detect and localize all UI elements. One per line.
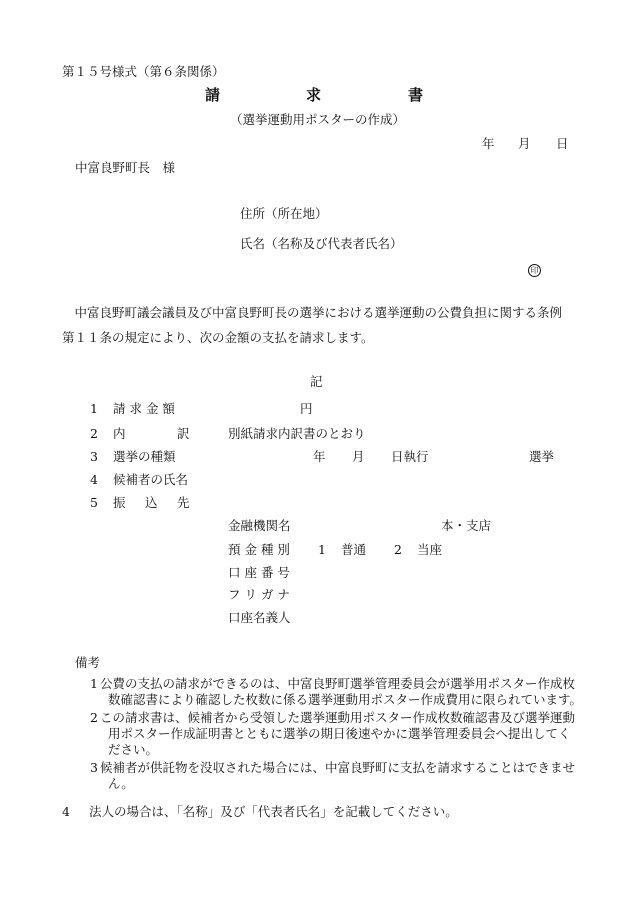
account-number-label: 口 座 番 号 <box>228 565 290 580</box>
title-char-3: 書 <box>408 86 424 104</box>
note-2-text: この請求書は、候補者から受領した選挙運動用ポスター作成枚数確認書及び選挙運動用ポスター作成証明書とともに選挙の期日後速やかに選挙管理委員会へ提出してください。 <box>100 710 576 757</box>
item-3-year: 年 <box>313 449 326 464</box>
seal-mark <box>528 261 541 277</box>
name-label: 氏名（名称及び代表者氏名） <box>240 236 403 251</box>
bank-branch-label: 本・支店 <box>441 518 492 533</box>
notes-list <box>62 676 582 794</box>
item-2-label-a: 内 <box>113 426 126 441</box>
item-1-unit: 円 <box>300 401 313 416</box>
note-2-number: 2 <box>90 710 98 725</box>
item-4-label: 候補者の氏名 <box>113 472 189 487</box>
note-1-number: 1 <box>90 676 98 691</box>
date-year-label: 年 <box>482 136 495 151</box>
item-2-label-b: 訳 <box>177 426 190 441</box>
ki-heading: 記 <box>310 374 323 389</box>
seal-icon: 印 <box>528 264 541 277</box>
item-3-month: 月 <box>352 449 365 464</box>
date-day-label: 日 <box>556 136 569 151</box>
title-char-2: 求 <box>306 86 322 104</box>
note-1 <box>62 676 582 708</box>
item-5-label-a: 振 <box>113 495 126 510</box>
notes-heading: 備考 <box>75 655 101 670</box>
item-5-label-c: 先 <box>177 495 190 510</box>
addressee: 中富良野町長 様 <box>75 160 176 175</box>
deposit-option-1-number: 1 <box>318 542 326 557</box>
body-paragraph: 中富良野町議会議員及び中富良野町長の選挙における選挙運動の公費負担に関する条例第１１条の規定により、次の金額の支払を請求します。 <box>62 305 563 345</box>
item-5-label-b: 込 <box>145 495 158 510</box>
note-3-number: 3 <box>90 760 98 775</box>
note-3-text: 候補者が供託物を没収された場合には、中富良野町に支払を請求することはできません。 <box>100 760 576 791</box>
account-holder-label: 口座名義人 <box>228 610 291 625</box>
address-label: 住所（所在地） <box>240 206 328 221</box>
item-2-number: 2 <box>90 426 98 441</box>
item-5-number: 5 <box>90 495 98 510</box>
form-number: 第１５号様式（第６条関係） <box>62 64 225 79</box>
item-3-label: 選挙の種類 <box>113 449 176 464</box>
deposit-type-label: 預 金 種 別 <box>228 542 290 557</box>
deposit-option-2-label: 当座 <box>417 542 443 557</box>
item-3-election: 選挙 <box>529 449 555 464</box>
item-2-value: 別紙請求内訳書のとおり <box>228 426 366 441</box>
note-4-text: 法人の場合は、「名称」及び「代表者氏名」を記載してください。 <box>89 804 458 819</box>
note-4-number: 4 <box>62 804 70 819</box>
deposit-option-1-label: 普通 <box>341 542 367 557</box>
item-1-number: 1 <box>90 401 98 416</box>
bank-institution-label: 金融機関名 <box>228 518 291 533</box>
subtitle: （選挙運動用ポスターの作成） <box>230 112 406 127</box>
note-3 <box>62 760 582 792</box>
date-month-label: 月 <box>518 136 531 151</box>
item-3-day: 日執行 <box>391 449 429 464</box>
note-2 <box>62 710 582 758</box>
item-1-label: 請 求 金 額 <box>113 401 175 416</box>
note-1-text: 公費の支払の請求ができるのは、中富良野町選挙管理委員会が選挙用ポスター作成枚数確認書により確認した枚数に係る選挙運動用ポスター作成費用に限られています。 <box>100 676 583 707</box>
item-3-number: 3 <box>90 449 98 464</box>
item-4-number: 4 <box>90 472 98 487</box>
deposit-option-2-number: 2 <box>394 542 402 557</box>
furigana-label: フ リ ガ ナ <box>228 587 290 602</box>
title-char-1: 請 <box>205 86 221 104</box>
